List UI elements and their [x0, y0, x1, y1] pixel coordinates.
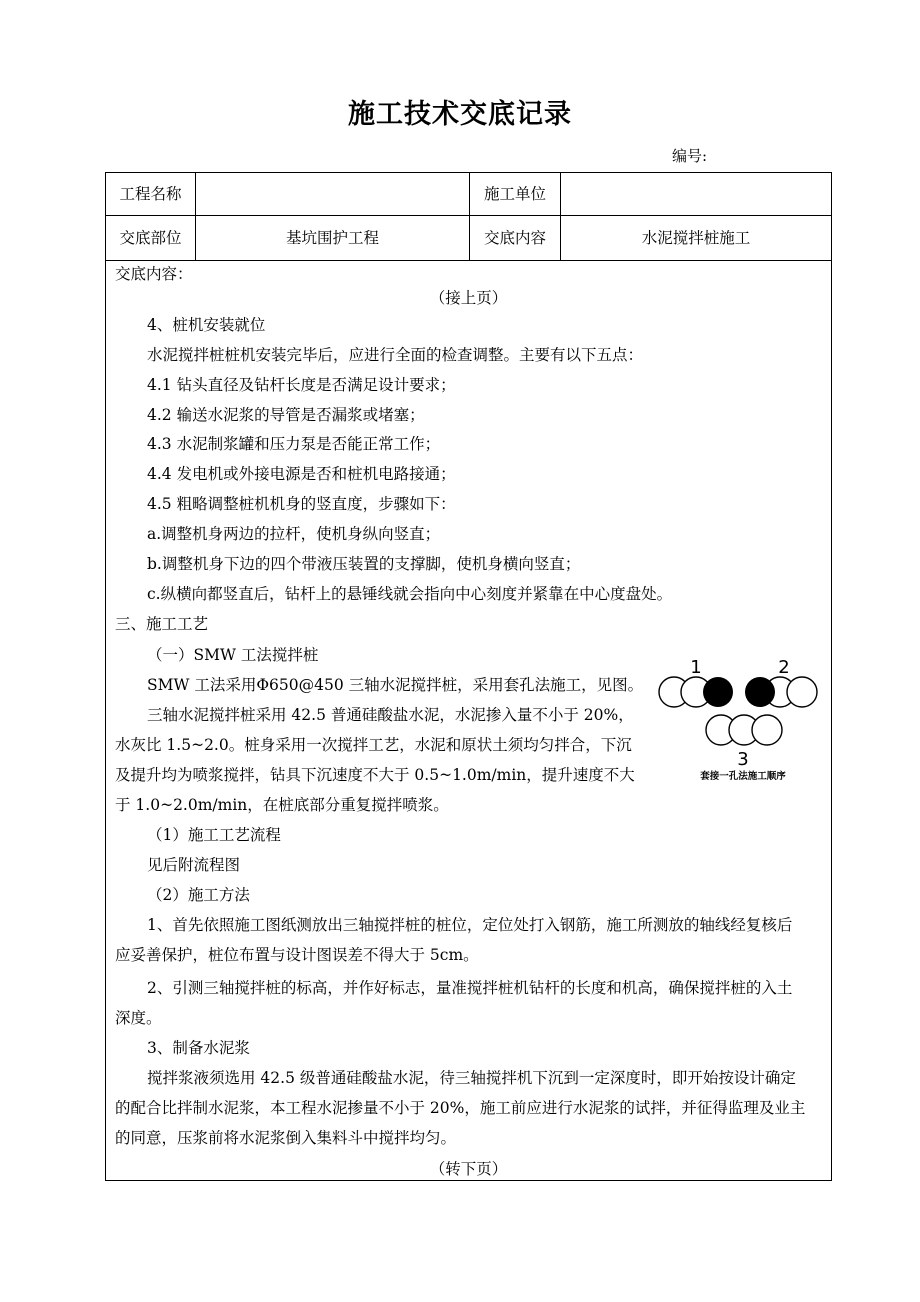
- body-line-15: 及提升均为喷浆搅拌，钻具下沉速度不大于 0.5~1.0m/min，提升速度不大: [115, 766, 635, 784]
- body-line-0: 4、桩机安装就位: [147, 316, 266, 334]
- body-line-6: 4.5 粗略调整桩机机身的竖直度，步骤如下：: [147, 495, 456, 513]
- sequence-label-2: 2: [778, 657, 790, 678]
- document-title: 施工技术交底记录: [348, 99, 572, 130]
- body-line-8: b.调整机身下边的四个带液压装置的支撑脚，使机身横向竖直；: [147, 555, 581, 573]
- body-line-18: 见后附流程图: [147, 856, 241, 874]
- content-value: 水泥搅拌桩施工: [641, 229, 751, 247]
- body-line-9: c.纵横向都竖直后，钻杆上的悬锤线就会指向中心刻度并紧靠在中心度盘处。: [147, 585, 673, 603]
- pile-hole-filled-1: [703, 677, 733, 707]
- body-line-21: 应妥善保护，桩位布置与设计图误差不得大于 5cm。: [115, 946, 479, 964]
- body-line-1: 水泥搅拌桩桩机安装完毕后，应进行全面的检查调整。主要有以下五点：: [147, 346, 644, 364]
- body-line-16: 于 1.0~2.0m/min，在桩底部分重复搅拌喷浆。: [115, 796, 449, 814]
- body-line-5: 4.4 发电机或外接电源是否和桩机电路接通；: [147, 465, 456, 483]
- pile-hole-open-4: [787, 677, 817, 707]
- body-line-23: 深度。: [115, 1009, 162, 1027]
- sequence-label-1: 1: [690, 657, 702, 678]
- continued-from-note: （接上页）: [429, 289, 508, 307]
- continued-to-note: （转下页）: [429, 1160, 508, 1178]
- body-line-17: （1）施工工艺流程: [147, 826, 281, 844]
- body-line-22: 2、引测三轴搅拌桩的标高，并作好标志，量准搅拌桩机钻杆的长度和机高，确保搅拌桩的入土: [147, 979, 793, 997]
- body-line-14: 水灰比 1.5~2.0。桩身采用一次搅拌工艺，水泥和原状土须均匀拌合，下沉: [115, 736, 632, 754]
- body-line-4: 4.3 水泥制浆罐和压力泵是否能正常工作；: [147, 435, 441, 453]
- location-label: 交底部位: [119, 229, 182, 247]
- body-line-3: 4.2 输送水泥浆的导管是否漏浆或堵塞；: [147, 406, 425, 424]
- pile-sequence-diagram: [650, 650, 825, 770]
- body-line-20: 1、首先依照施工图纸测放出三轴搅拌桩的桩位，定位处打入钢筋，施工所测放的轴线经复核后: [147, 916, 793, 934]
- content-label: 交底内容: [483, 229, 546, 247]
- pile-hole-open-7: [752, 715, 782, 745]
- body-line-19: （2）施工方法: [147, 886, 250, 904]
- project-name-value: [196, 173, 469, 215]
- section-heading-process: 三、施工工艺: [115, 615, 209, 633]
- subsection-heading-smw: （一）SMW 工法搅拌桩: [147, 646, 319, 664]
- body-line-26: 的配合比拌制水泥浆，本工程水泥掺量不小于 20%，施工前应进行水泥浆的试拌，并征得监理及业主: [115, 1099, 806, 1117]
- body-line-13: 三轴水泥搅拌桩采用 42.5 普通硅酸盐水泥，水泥掺入量不小于 20%，: [147, 706, 634, 724]
- project-name-label: 工程名称: [119, 185, 182, 203]
- body-line-24: 3、制备水泥浆: [147, 1039, 250, 1057]
- location-value: 基坑围护工程: [285, 229, 379, 247]
- sequence-label-3: 3: [737, 749, 749, 770]
- body-line-2: 4.1 钻头直径及钻杆长度是否满足设计要求；: [147, 376, 456, 394]
- pile-hole-filled-2: [745, 677, 775, 707]
- body-line-27: 的同意，压浆前将水泥浆倒入集料斗中搅拌均匀。: [115, 1129, 457, 1147]
- document-number-label: 编号:: [672, 147, 708, 165]
- contractor-value: [561, 173, 831, 215]
- diagram-caption: 套接一孔法施工顺序: [700, 771, 786, 782]
- table-divider-row2: [105, 260, 832, 261]
- body-line-7: a.调整机身两边的拉杆，使机身纵向竖直；: [147, 525, 441, 543]
- contractor-label: 施工单位: [483, 185, 546, 203]
- body-line-12: SMW 工法采用Φ650@450 三轴水泥搅拌桩，采用套孔法施工，见图。: [147, 676, 644, 694]
- body-line-25: 搅拌浆液须选用 42.5 级普通硅酸盐水泥，待三轴搅拌机下沉到一定深度时，即开始按设计确定: [147, 1069, 796, 1087]
- content-heading: 交底内容：: [115, 265, 193, 283]
